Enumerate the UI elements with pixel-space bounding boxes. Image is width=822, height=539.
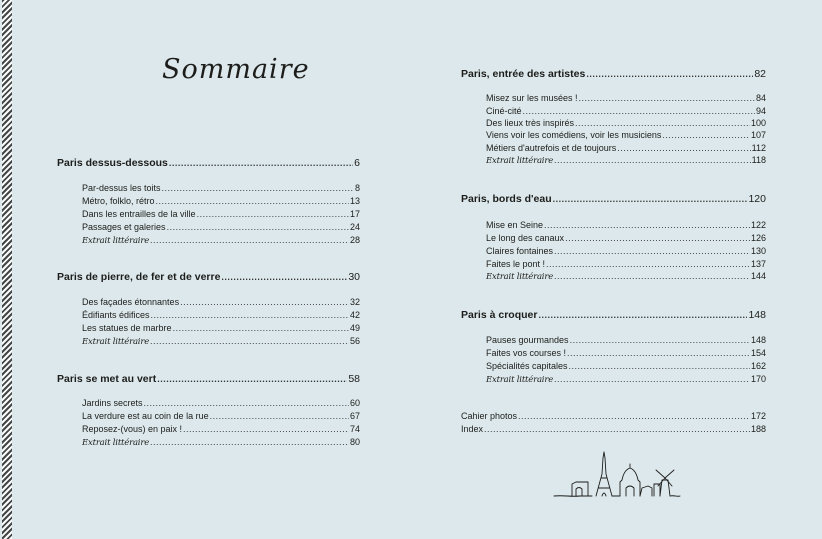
toc-page-number: 130: [750, 246, 766, 256]
toc-item-title: Des façades étonnantes: [82, 297, 180, 307]
toc-item[interactable]: [486, 348, 766, 362]
toc-page-number: 100: [750, 118, 766, 128]
toc-page-number: 126: [750, 233, 766, 243]
building-icon: [640, 484, 660, 496]
toc-item-title: Édifiants édifices: [82, 310, 150, 320]
toc-section-title: Paris dessus-dessous: [57, 157, 168, 169]
toc-section-title: Paris se met au vert: [57, 373, 157, 385]
toc-page-number: 154: [750, 348, 766, 358]
toc-section[interactable]: [461, 193, 766, 207]
toc-section-title: Paris de pierre, de fer et de verre: [57, 271, 221, 283]
leader-dots: [162, 183, 354, 193]
toc-item[interactable]: [486, 93, 766, 107]
toc-item-title: Ciné-cité: [486, 106, 522, 116]
toc-item[interactable]: [82, 183, 360, 197]
toc-item-excerpt[interactable]: [82, 336, 360, 350]
leader-dots: [157, 374, 347, 384]
toc-item-title: Faites vos courses !: [486, 348, 567, 358]
toc-item[interactable]: [486, 220, 766, 234]
leader-dots: [569, 361, 750, 371]
toc-page-number: 60: [349, 398, 360, 408]
toc-item-excerpt[interactable]: [486, 155, 766, 169]
leader-dots: [197, 209, 349, 219]
toc-extra[interactable]: [461, 411, 766, 425]
leader-dots: [546, 259, 750, 269]
toc-page-number: 137: [750, 259, 766, 269]
toc-item-title: Métro, folklo, rétro: [82, 196, 155, 206]
toc-page-number: 24: [349, 222, 360, 232]
toc-page-number: 74: [349, 424, 360, 434]
toc-item[interactable]: [82, 323, 360, 337]
leader-dots: [553, 194, 748, 204]
toc-section[interactable]: [461, 68, 766, 82]
leader-dots: [523, 106, 755, 116]
toc-item[interactable]: [82, 209, 360, 223]
book-spine-binding: [2, 0, 12, 539]
toc-section[interactable]: [461, 309, 766, 323]
toc-page-number: 17: [349, 209, 360, 219]
toc-item[interactable]: [486, 361, 766, 375]
toc-page-number: 148: [750, 335, 766, 345]
toc-item-excerpt[interactable]: [486, 374, 766, 388]
toc-item-title: Reposez-(vous) en paix !: [82, 424, 183, 434]
toc-item-title: Par-dessus les toits: [82, 183, 161, 193]
leader-dots: [554, 246, 750, 256]
toc-item[interactable]: [82, 424, 360, 438]
leader-dots: [156, 196, 349, 206]
toc-item-title: Extrait littéraire: [486, 272, 554, 282]
leader-dots: [210, 411, 349, 421]
leader-dots: [221, 272, 347, 282]
toc-item-title: Des lieux très inspirés: [486, 118, 575, 128]
toc-page-number: 8: [354, 183, 360, 193]
windmill-icon: [656, 470, 674, 496]
toc-item[interactable]: [82, 196, 360, 210]
skyline-ground-left: [554, 496, 592, 497]
leader-dots: [617, 143, 750, 153]
toc-item-title: Extrait littéraire: [82, 337, 150, 347]
leader-dots: [150, 437, 349, 447]
toc-item-title: Dans les entrailles de la ville: [82, 209, 196, 219]
toc-item-title: Viens voir les comédiens, voir les musiciens: [486, 130, 662, 140]
toc-page-number: 120: [748, 193, 766, 205]
toc-page-number: 112: [751, 143, 766, 153]
toc-item-title: Mise en Seine: [486, 220, 544, 230]
toc-page-number: 6: [354, 157, 360, 169]
toc-section-title: Paris, bords d'eau: [461, 193, 552, 205]
toc-page-number: 30: [348, 271, 360, 283]
toc-item-title: Le long des canaux: [486, 233, 565, 243]
toc-item-title: Claires fontaines: [486, 246, 554, 256]
leader-dots: [538, 310, 747, 320]
leader-dots: [554, 155, 751, 165]
leader-dots: [484, 424, 750, 434]
leader-dots: [554, 271, 750, 281]
leader-dots: [565, 233, 750, 243]
leader-dots: [173, 323, 349, 333]
toc-page-number: 80: [349, 437, 360, 447]
toc-page-number: 107: [750, 130, 766, 140]
toc-page-number: 122: [750, 220, 766, 230]
toc-item-title: La verdure est au coin de la rue: [82, 411, 209, 421]
toc-section[interactable]: [57, 373, 360, 387]
toc-page-number: 118: [751, 155, 766, 165]
toc-page-number: 67: [349, 411, 360, 421]
toc-page-number: 56: [349, 336, 360, 346]
toc-page-number: 32: [349, 297, 360, 307]
toc-item[interactable]: [486, 335, 766, 349]
toc-item-title: Pauses gourmandes: [486, 335, 569, 345]
toc-page-number: 170: [750, 374, 766, 384]
leader-dots: [150, 235, 349, 245]
toc-item[interactable]: [82, 310, 360, 324]
toc-item[interactable]: [486, 233, 766, 247]
toc-section-title: Paris à croquer: [461, 309, 538, 321]
toc-section-title: Paris, entrée des artistes: [461, 68, 586, 80]
toc-page-number: 148: [748, 309, 766, 321]
toc-item-excerpt[interactable]: [82, 437, 360, 451]
toc-item[interactable]: [486, 246, 766, 260]
toc-extra[interactable]: [461, 424, 766, 438]
toc-page-number: 13: [349, 196, 360, 206]
leader-dots: [575, 118, 750, 128]
leader-dots: [150, 336, 349, 346]
toc-page-number: 94: [755, 106, 766, 116]
toc-item[interactable]: [82, 411, 360, 425]
toc-page-number: 42: [349, 310, 360, 320]
leader-dots: [167, 222, 349, 232]
toc-item-title: Misez sur les musées !: [486, 93, 578, 103]
toc-item-excerpt[interactable]: [486, 271, 766, 285]
leader-dots: [183, 424, 349, 434]
toc-section[interactable]: [57, 271, 360, 285]
leader-dots: [169, 158, 353, 168]
toc-item-title: Extrait littéraire: [486, 375, 554, 385]
toc-extra-title: Index: [461, 424, 484, 434]
toc-extra-title: Cahier photos: [461, 411, 518, 421]
leader-dots: [662, 130, 750, 140]
paris-skyline-illustration: [552, 448, 682, 502]
toc-item[interactable]: [82, 297, 360, 311]
toc-page-number: 28: [349, 235, 360, 245]
eiffel-tower-icon: [596, 452, 612, 496]
arch-building-icon: [572, 482, 588, 496]
toc-item-title: Extrait littéraire: [82, 236, 150, 246]
leader-dots: [579, 93, 755, 103]
toc-item[interactable]: [82, 398, 360, 412]
leader-dots: [544, 220, 750, 230]
toc-page-number: 162: [750, 361, 766, 371]
sacre-coeur-dome-icon: [620, 464, 640, 496]
toc-item[interactable]: [486, 130, 766, 144]
leader-dots: [180, 297, 349, 307]
toc-page-number: 82: [754, 68, 766, 80]
toc-page-number: 49: [349, 323, 360, 333]
leader-dots: [518, 411, 750, 421]
leader-dots: [554, 374, 750, 384]
toc-item[interactable]: [82, 222, 360, 236]
leader-dots: [586, 69, 753, 79]
toc-page-number: 188: [750, 424, 766, 434]
toc-item-title: Extrait littéraire: [486, 156, 554, 166]
leader-dots: [570, 335, 750, 345]
toc-item-title: Faites le pont !: [486, 259, 546, 269]
toc-item-title: Métiers d'autrefois et de toujours: [486, 143, 617, 153]
toc-item-title: Passages et galeries: [82, 222, 166, 232]
leader-dots: [144, 398, 349, 408]
toc-item-title: Extrait littéraire: [82, 438, 150, 448]
toc-page-number: 172: [750, 411, 766, 421]
leader-dots: [567, 348, 750, 358]
toc-item-title: Jardins secrets: [82, 398, 143, 408]
leader-dots: [151, 310, 349, 320]
toc-item-excerpt[interactable]: [82, 235, 360, 249]
toc-section[interactable]: [57, 157, 360, 171]
page-title: Sommaire: [162, 54, 310, 85]
toc-page-number: 84: [755, 93, 766, 103]
toc-page-number: 58: [348, 373, 360, 385]
toc-item-title: Les statues de marbre: [82, 323, 172, 333]
toc-item-title: Spécialités capitales: [486, 361, 568, 371]
toc-page-number: 144: [750, 271, 766, 281]
